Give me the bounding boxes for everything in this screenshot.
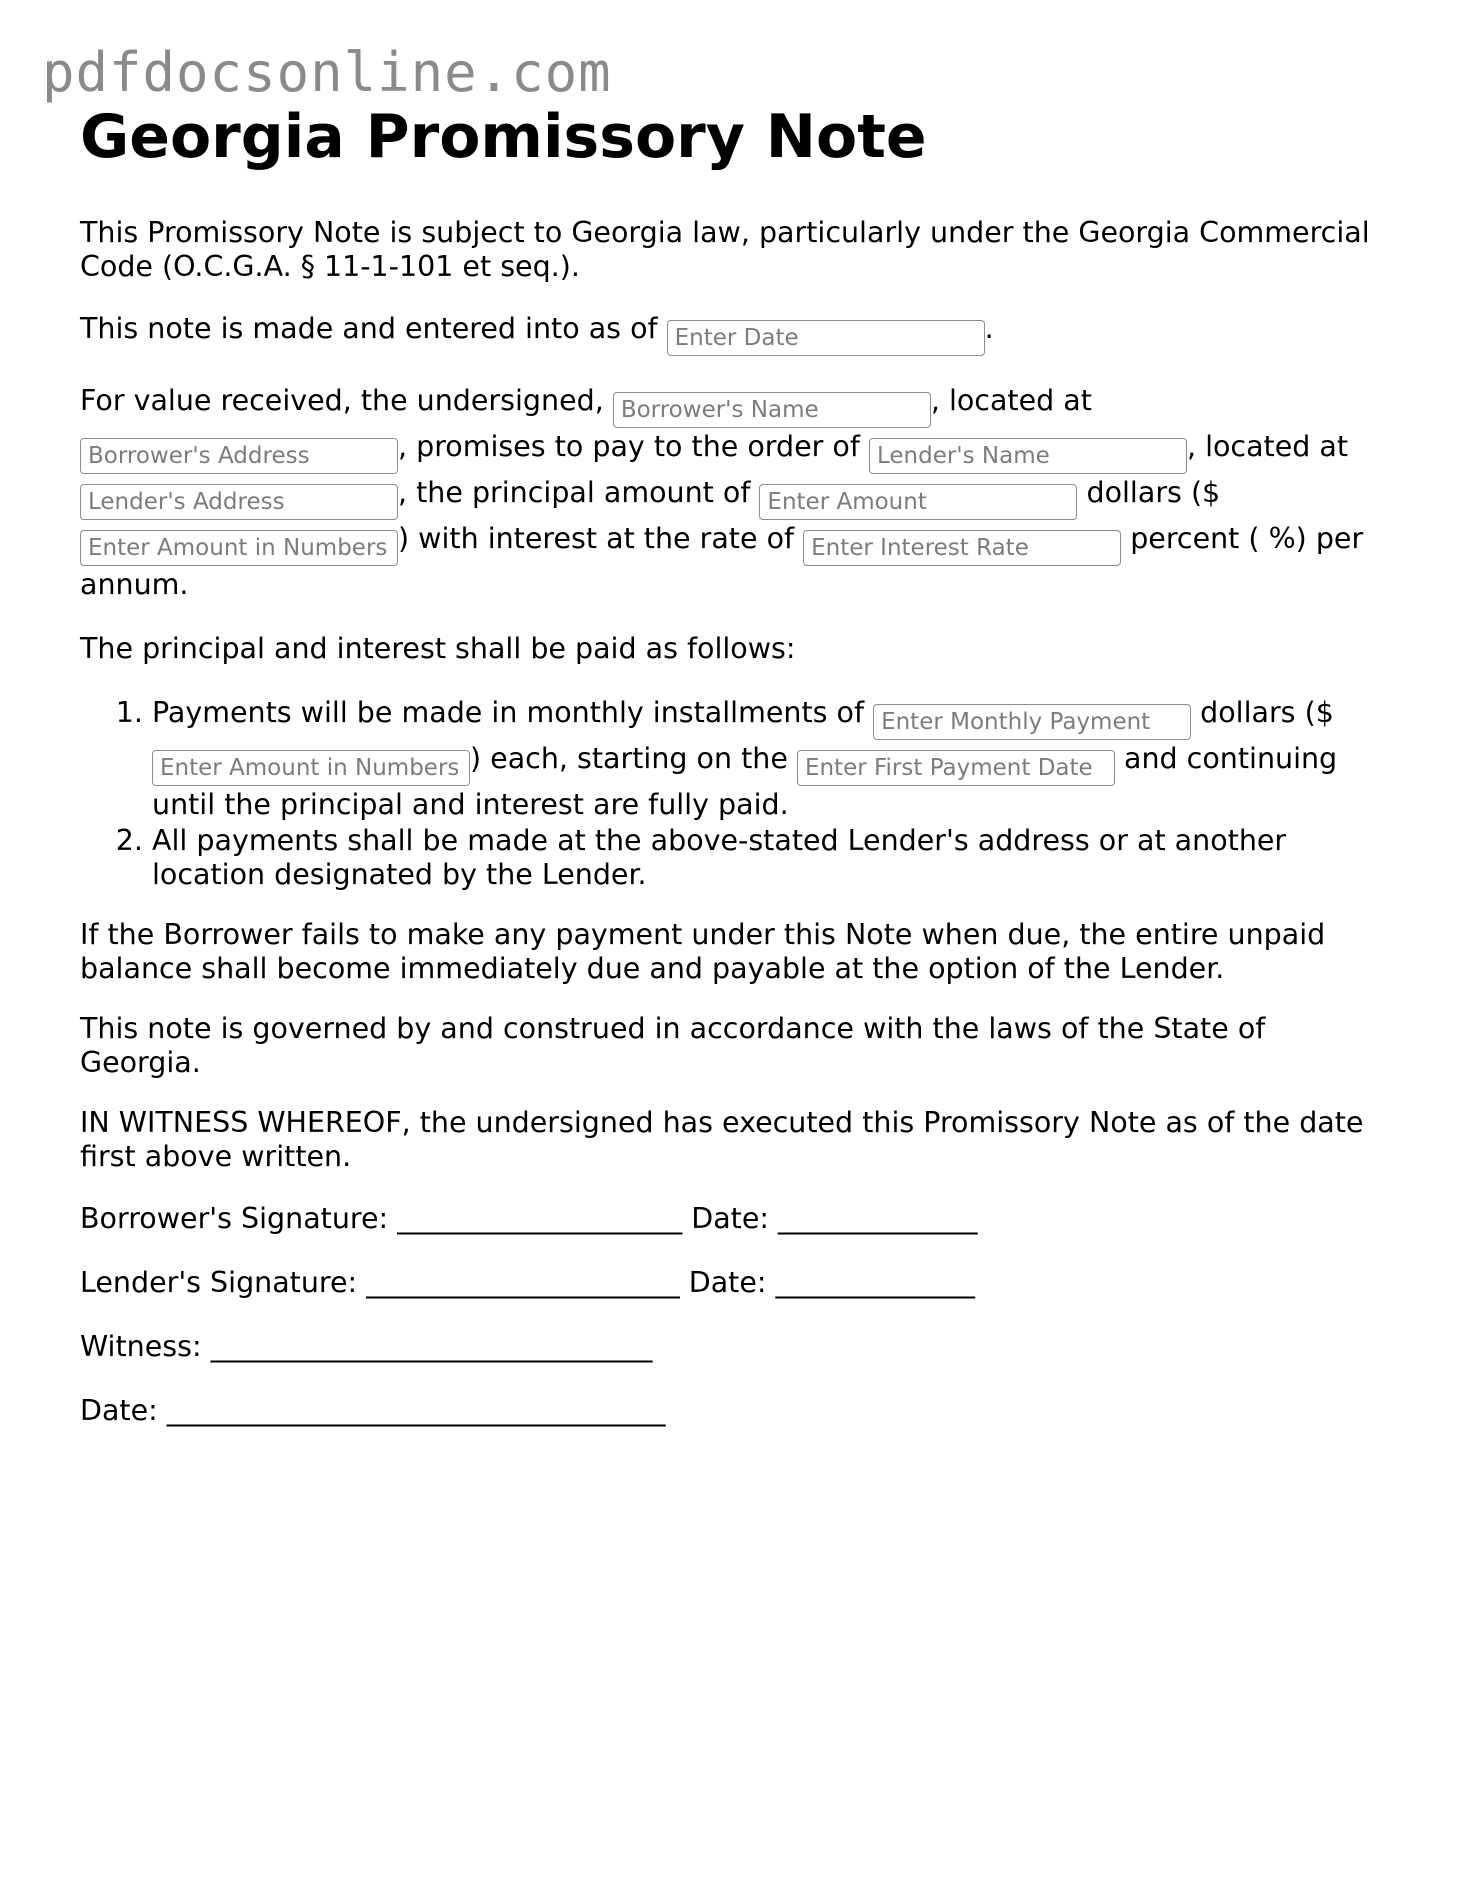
first-payment-date-input[interactable] [797, 750, 1115, 786]
borrower-signature-line: Borrower's Signature: ____________________ Date: ______________ [80, 1202, 978, 1235]
monthly-amount-numbers-input[interactable] [152, 750, 470, 786]
watermark: pdfdocsonline.com [42, 41, 612, 104]
payment-list [80, 694, 1380, 892]
date-paragraph [80, 310, 1380, 356]
amount-numbers-input[interactable] [80, 530, 398, 566]
borrower-name-input[interactable] [613, 392, 931, 428]
terms-text-7: ) with interest at the rate of [398, 522, 795, 555]
terms-paragraph [80, 382, 1380, 604]
date-period: . [984, 312, 994, 345]
terms-text-1: For value received, the undersigned, [80, 384, 604, 417]
interest-rate-input[interactable] [803, 530, 1121, 566]
default-clause: If the Borrower fails to make any payment under this Note when due, the entire unpaid balance shall become immediately due and payable at the option of the Lender. [80, 918, 1326, 985]
terms-text-2: , located at [930, 384, 1092, 417]
date-text: This note is made and entered into as of [80, 312, 658, 345]
document-page [80, 100, 1380, 1456]
amount-input[interactable] [759, 484, 1077, 520]
witness-date-line: Date: ___________________________________ [80, 1394, 666, 1427]
page-title: Georgia Promissory Note [80, 102, 927, 172]
payment-intro: The principal and interest shall be paid as follows: [80, 632, 796, 665]
governing-law-clause: This note is governed by and construed in accordance with the laws of the State of Georgia. [80, 1012, 1266, 1079]
terms-text-3: , promises to pay to the order of [398, 430, 860, 463]
payment-item-2: 2. All payments shall be made at the above-stated Lender's address or at another location designated by the Lender. [152, 824, 1380, 892]
witness-signature-line: Witness: _______________________________ [80, 1330, 653, 1363]
monthly-payment-input[interactable] [873, 704, 1191, 740]
terms-text-4: , located at [1186, 430, 1349, 463]
payment-item-1: 1. Payments will be made in monthly installments of Enter Monthly Payment dollars ($ Enter Amount in Numbers) each, starting on the Enter First Payment Date and continuing until the principal and interest are fully paid. [152, 694, 1380, 824]
borrower-address-input[interactable] [80, 438, 398, 474]
lender-address-input[interactable] [80, 484, 398, 520]
witness-clause: IN WITNESS WHEREOF, the undersigned has executed this Promissory Note as of the date first above written. [80, 1106, 1364, 1173]
lender-name-input[interactable] [869, 438, 1187, 474]
terms-text-6: dollars ($ [1086, 476, 1221, 509]
intro-paragraph: This Promissory Note is subject to Georgia law, particularly under the Georgia Commercial Code (O.C.G.A. § 11-1-101 et seq.). [80, 216, 1370, 283]
lender-signature-line: Lender's Signature: ______________________ Date: ______________ [80, 1266, 976, 1299]
terms-text-8: percent ( %) per annum. [80, 522, 1364, 601]
date-input[interactable] [667, 320, 985, 356]
terms-text-5: , the principal amount of [398, 476, 751, 509]
